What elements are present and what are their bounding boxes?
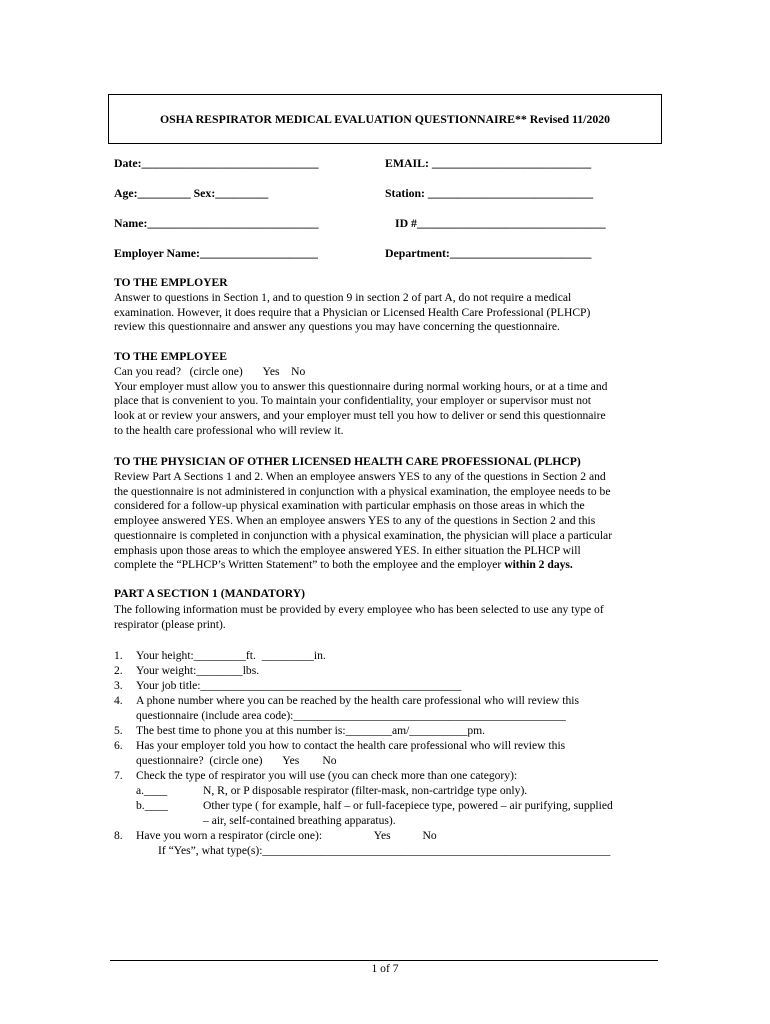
email-field[interactable]: EMAIL: ___________________________: [385, 156, 592, 170]
department-field[interactable]: Department:________________________: [385, 246, 592, 260]
item-phone[interactable]: 4. A phone number where you can be reached by the health care professional who will review this: [114, 694, 579, 707]
item-respirator-type: 7. Check the type of respirator you will use (you can check more than one category):: [114, 769, 518, 782]
to-employer-heading: TO THE EMPLOYER: [114, 276, 228, 289]
to-employer-text: Answer to questions in Section 1, and to question 9 in section 2 of part A, do not require a medical examination. However, it does require that a Physician or Licensed Health Care Professional (PLHCP) review this questionnaire and answer any questions you may have concerning the questionnaire.: [114, 291, 591, 334]
part-a-heading: PART A SECTION 1 (MANDATORY): [114, 587, 305, 600]
item-contact-cont[interactable]: questionnaire? (circle one) Yes No: [136, 754, 337, 767]
option-a-text: N, R, or P disposable respirator (filter-mask, non-cartridge type only).: [203, 784, 528, 797]
item-worn-respirator[interactable]: 8. Have you worn a respirator (circle one): Yes No: [114, 829, 437, 842]
if-yes-type-field[interactable]: If “Yes”, what type(s):____________________________________________________________: [158, 844, 611, 857]
footer-divider: [110, 960, 658, 961]
to-physician-text: Review Part A Sections 1 and 2. When an employee answers YES to any of the questions in Section 2 and the questionnaire is not administered in conjunction with a physical examination, the employee needs to be considered for a follow-up physical examination with particular emphasis on those areas in which the employee answered YES. When an employee answers YES to any of the questions in Section 2 and this questionnaire is completed in conjunction with a physical examination, the physician will place a particular emphasis upon those areas to which the employee answered YES. In either situation the PLHCP will complete the “PLHCP’s Written Statement” to both the employee and the employer within 2 days.: [114, 470, 613, 572]
checkbox-b[interactable]: b.____: [136, 799, 168, 812]
station-field[interactable]: Station: ____________________________: [385, 186, 594, 200]
item-best-time[interactable]: 5. The best time to phone you at this number is:________am/__________pm.: [114, 724, 486, 737]
item-weight[interactable]: 2. Your weight:________lbs.: [114, 664, 260, 677]
item-height[interactable]: 1. Your height:_________ft. _________in.: [114, 649, 326, 662]
id-field[interactable]: ID #________________________________: [395, 216, 606, 230]
part-a-intro: The following information must be provided by every employee who has been selected to use any type of respirator (please print).: [114, 603, 604, 631]
item-job-title[interactable]: 3. Your job title:_____________________________________________: [114, 679, 462, 692]
employer-name-field[interactable]: Employer Name:____________________: [114, 246, 318, 260]
to-employee-heading: TO THE EMPLOYEE: [114, 350, 227, 363]
document-title: OSHA RESPIRATOR MEDICAL EVALUATION QUESTIONNAIRE** Revised 11/2020: [108, 94, 662, 144]
item-contact: 6. Has your employer told you how to contact the health care professional who will review this: [114, 739, 566, 752]
option-b-text-cont: – air, self-contained breathing apparatus).: [203, 814, 396, 827]
checkbox-a[interactable]: a.____: [136, 784, 168, 797]
age-sex-field[interactable]: Age:_________ Sex:_________: [114, 186, 269, 200]
to-employee-text: Can you read? (circle one) Yes No Your employer must allow you to answer this questionnaire during normal working hours, or at a time and place that is convenient to you. To maintain your confidentiality, your employer or supervisor must not look at or review your answers, and your employer must tell you how to deliver or send this questionnaire to the health care professional who will review it.: [114, 365, 659, 439]
name-field[interactable]: Name:_____________________________: [114, 216, 319, 230]
to-physician-heading: TO THE PHYSICIAN OF OTHER LICENSED HEALTH CARE PROFESSIONAL (PLHCP): [114, 455, 581, 468]
date-field[interactable]: Date:______________________________: [114, 156, 319, 170]
option-b-text: Other type ( for example, half – or full-facepiece type, powered – air purifying, supplied: [203, 799, 613, 812]
page-number: 1 of 7: [371, 962, 399, 975]
can-read-question: Can you read? (circle one) Yes No: [114, 365, 306, 378]
item-phone-cont[interactable]: questionnaire (include area code):_______________________________________________: [136, 709, 566, 722]
deadline-emphasis: within 2 days.: [504, 558, 573, 572]
